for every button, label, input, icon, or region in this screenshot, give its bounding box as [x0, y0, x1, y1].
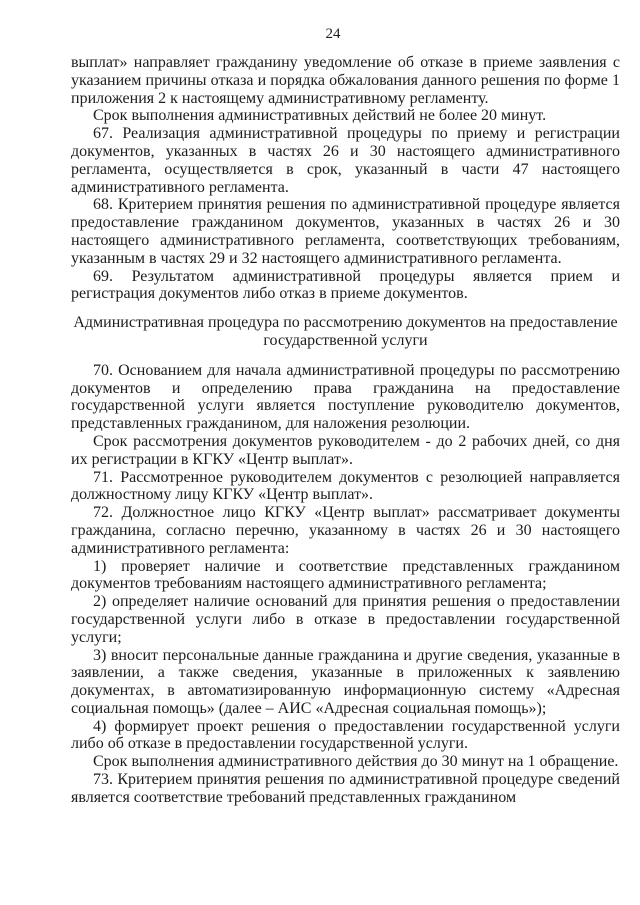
page-number: 24	[325, 26, 341, 42]
list-item-paragraph: 1) проверяет наличие и соответствие представленных гражданином документов требованиям настоящего административного регламента;	[71, 557, 620, 593]
paragraph: 71. Рассмотренное руководителем документов с резолюцией направляется должностному лицу КГКУ «Центр выплат».	[71, 468, 620, 504]
paragraph: 73. Критерием принятия решения по административной процедуре сведений является соответствие требований представленных гражданином	[71, 771, 620, 806]
paragraph: Срок выполнения административного действия до 30 минут на 1 обращение.	[93, 753, 619, 771]
list-item-paragraph: 2) определяет наличие оснований для принятия решения о предоставлении государственной услуги либо в отказе в предоставлении государственной услуги;	[71, 593, 620, 646]
list-item-paragraph: 4) формирует проект решения о предоставлении государственной услуги либо об отказе в предоставлении государственной услуги.	[71, 717, 620, 753]
paragraph: выплат» направляет гражданину уведомление об отказе в приеме заявления с указанием причины отказа и порядка обжалования данного решения по форме 1 приложения 2 к настоящему административному регламенту.	[71, 54, 620, 107]
paragraph: Срок выполнения административных действий не более 20 минут.	[93, 107, 547, 125]
paragraph: 70. Основанием для начала административной процедуры по рассмотрению документов и определению права гражданина на предоставление государственной услуги является поступление руководителю документов, представленных гражданином, для наложения резолюции.	[71, 361, 620, 433]
section-heading: Административная процедура по рассмотрению документов на предоставление государственной услуги	[73, 314, 618, 349]
paragraph: 69. Результатом административной процедуры является прием и регистрация документов либо отказ в приеме документов.	[71, 267, 620, 303]
list-item-paragraph: 3) вносит персональные данные гражданина и другие сведения, указанные в заявлении, а также сведения, указанные в приложенных к заявлению документах, в автоматизированную информационную систему «Адресная социальная помощь» (далее – АИС «Адресная социальная помощь»);	[71, 646, 620, 717]
document-body	[71, 54, 620, 807]
paragraph: Срок рассмотрения документов руководителем - до 2 рабочих дней, со дня их регистрации в КГКУ «Центр выплат».	[71, 432, 620, 468]
paragraph: 68. Критерием принятия решения по административной процедуре является предоставление гражданином документов, указанных в частях 26 и 30 настоящего административного регламента, соответствующих требованиям, указанным в частях 29 и 32 настоящего административного регламента.	[71, 196, 620, 267]
paragraph: 67. Реализация административной процедуры по приему и регистрации документов, указанных в частях 26 и 30 настоящего административного регламента, осуществляется в срок, указанный в части 47 настоящего административного регламента.	[71, 125, 620, 196]
paragraph: 72. Должностное лицо КГКУ «Центр выплат» рассматривает документы гражданина, согласно перечню, указанному в частях 26 и 30 настоящего административного регламента:	[71, 504, 620, 557]
